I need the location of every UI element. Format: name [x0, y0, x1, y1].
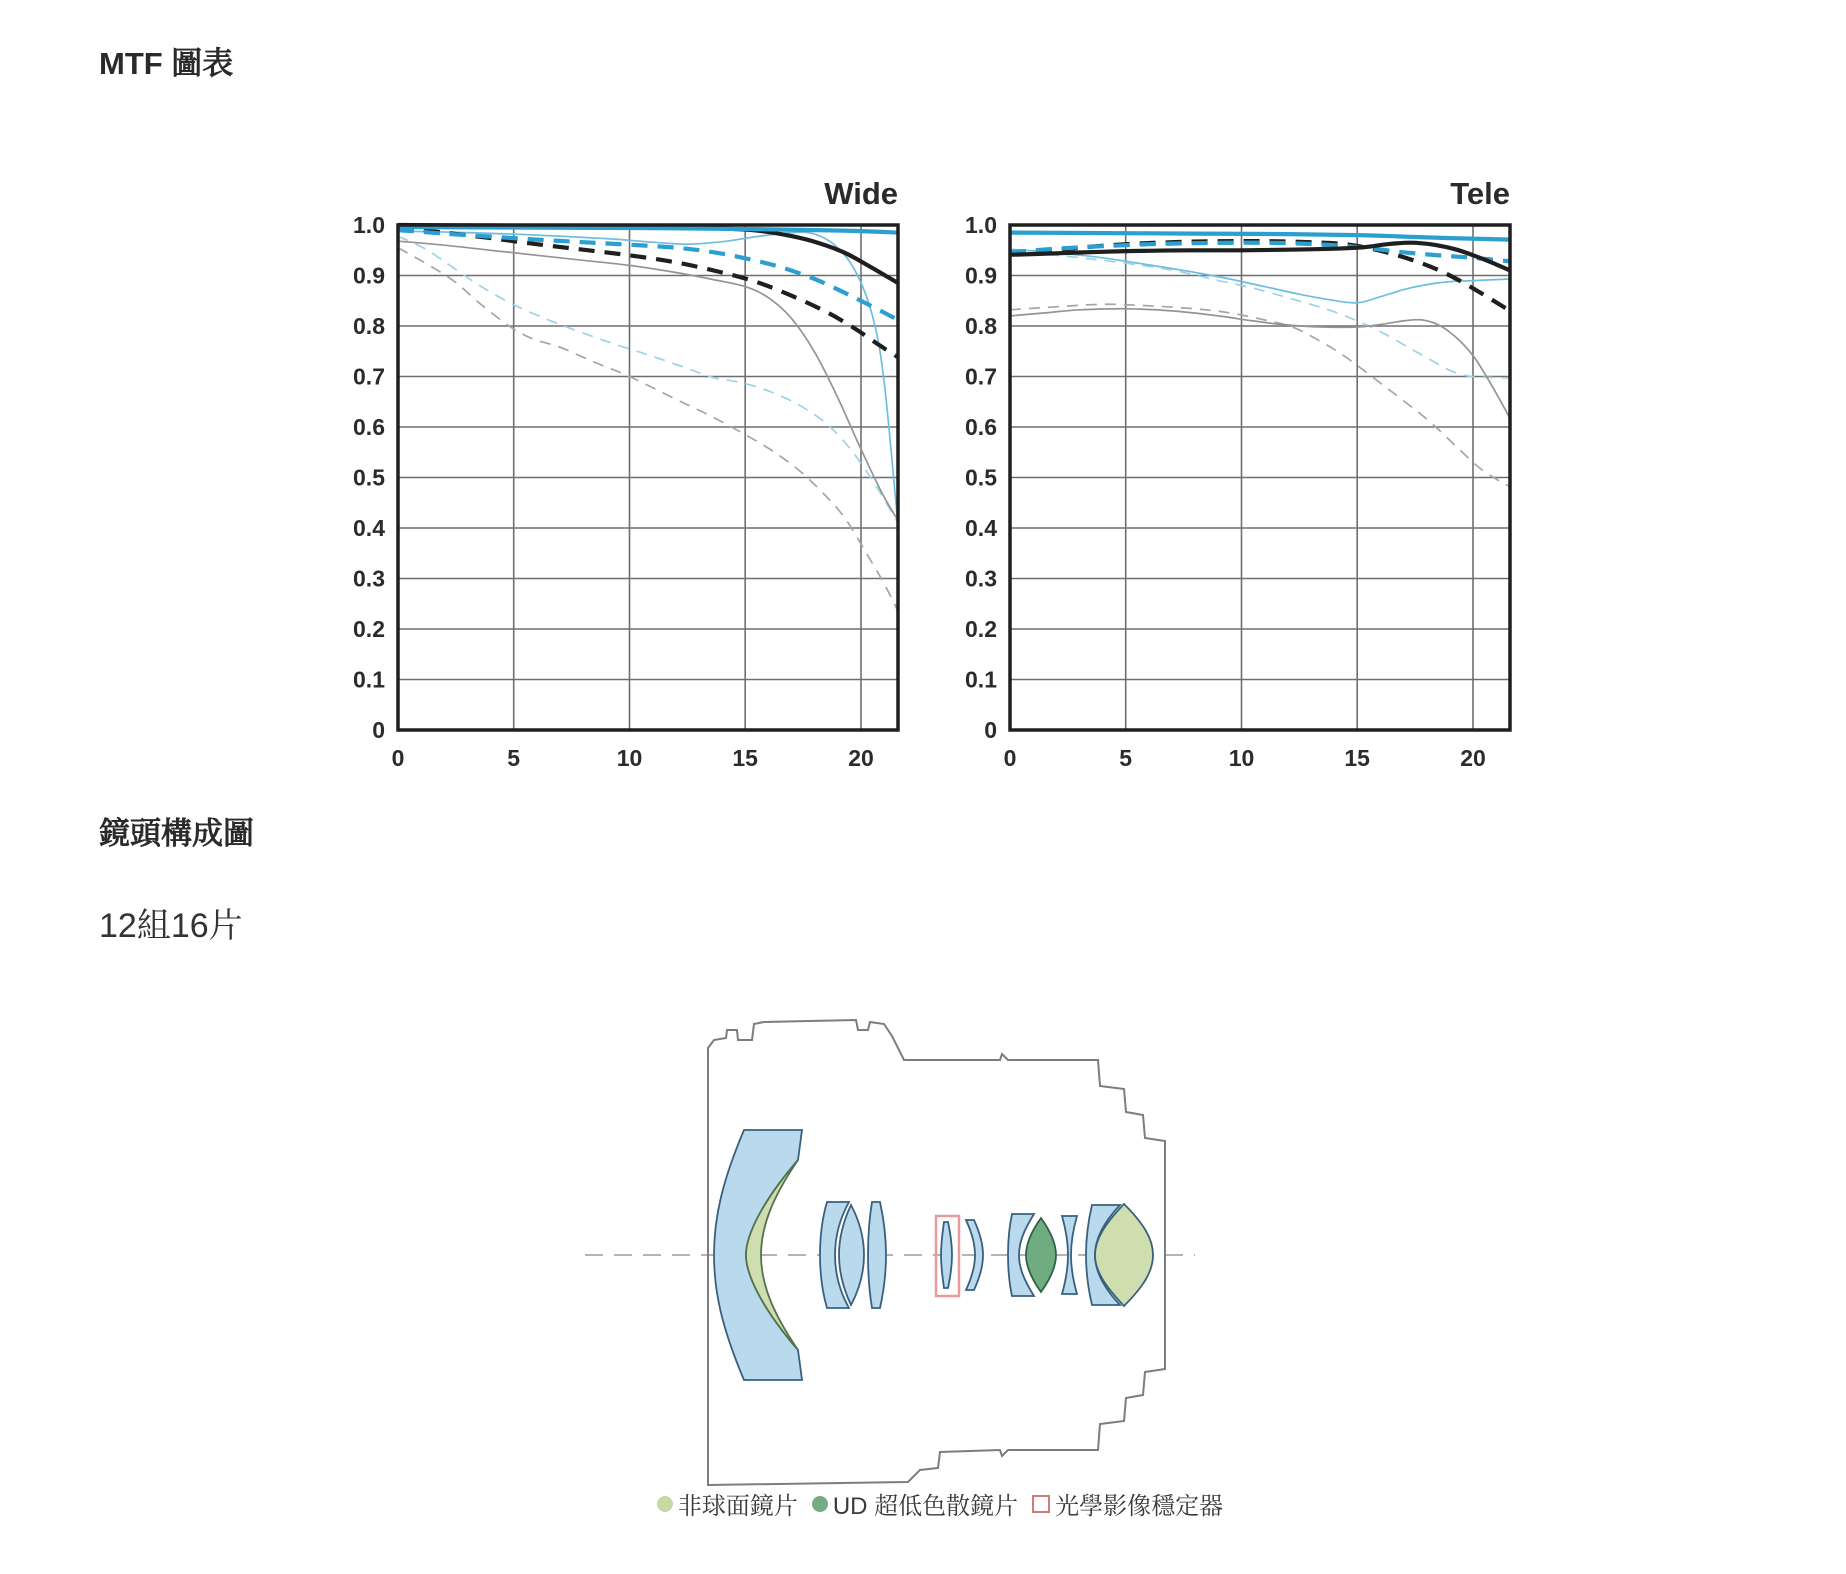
y-tick-label: 1.0 — [965, 212, 997, 238]
x-tick-label: 15 — [1344, 745, 1370, 771]
y-tick-label: 0.5 — [965, 464, 997, 491]
mtf-chart-wide — [283, 142, 923, 802]
y-tick-label: 1.0 — [353, 212, 385, 238]
y-tick-label: 0.6 — [353, 414, 385, 440]
y-tick-label: 0 — [372, 717, 385, 743]
x-tick-label: 10 — [1228, 745, 1255, 771]
y-tick-label: 0.4 — [965, 515, 997, 541]
y-tick-label: 0.2 — [353, 616, 385, 642]
lens-element-3 — [839, 1205, 864, 1305]
mtf-curve-30lpmm-M-f8 — [398, 248, 898, 612]
y-tick-label: 0.3 — [353, 565, 385, 592]
element-count-note: 12組16片 — [99, 907, 243, 945]
y-tick-label: 0.1 — [965, 666, 997, 693]
lens-element-4 — [868, 1202, 886, 1308]
is-lens-element — [941, 1222, 952, 1288]
y-tick-label: 0.4 — [353, 515, 385, 541]
y-tick-label: 0.7 — [353, 363, 385, 390]
lens-legend — [560, 1486, 1320, 1521]
mtf-curve-10lpmm-S-max — [1010, 233, 1510, 240]
y-tick-label: 0.2 — [965, 616, 997, 642]
y-tick-label: 0.9 — [353, 262, 385, 289]
x-tick-label: 0 — [1003, 745, 1017, 771]
x-tick-label: 10 — [616, 745, 643, 771]
mtf-curve-30lpmm-M-max — [398, 236, 898, 523]
chart-title: Wide — [824, 176, 898, 211]
mtf-section-title: MTF 圖表 — [99, 46, 234, 81]
x-tick-label: 5 — [1119, 745, 1133, 771]
y-tick-label: 0.3 — [965, 565, 997, 592]
x-tick-label: 5 — [507, 745, 521, 771]
legend-label: UD 超低色散鏡片 — [832, 1493, 1019, 1520]
y-tick-label: 0.6 — [965, 414, 997, 440]
y-tick-label: 0 — [984, 717, 997, 743]
mtf-curve-30lpmm-M-f8 — [1010, 304, 1510, 486]
mtf-curve-10lpmm-S-f8 — [398, 225, 898, 283]
mtf-curve-10lpmm-S-max — [398, 227, 898, 233]
x-tick-label: 20 — [848, 745, 874, 771]
x-tick-label: 15 — [732, 745, 758, 771]
mtf-curve-30lpmm-M-max — [1010, 253, 1510, 378]
chart-title: Tele — [1450, 176, 1510, 211]
y-tick-label: 0.7 — [965, 363, 997, 390]
legend-item-ud — [812, 1486, 1018, 1521]
mtf-curve-10lpmm-M-f8 — [398, 228, 898, 358]
y-tick-label: 0.8 — [965, 313, 997, 339]
x-tick-label: 20 — [1460, 745, 1486, 771]
x-tick-label: 0 — [391, 745, 405, 771]
y-tick-label: 0.1 — [353, 666, 385, 693]
lens-construction-diagram — [540, 1012, 1220, 1490]
y-tick-label: 0.9 — [965, 262, 997, 289]
y-tick-label: 0.5 — [353, 464, 385, 491]
ud-swatch-icon — [812, 1496, 828, 1512]
is-swatch-icon — [1032, 1495, 1050, 1513]
y-tick-label: 0.8 — [353, 313, 385, 339]
legend-item-is — [1032, 1486, 1223, 1521]
ud-element — [1026, 1218, 1056, 1292]
legend-label: 非球面鏡片 — [677, 1493, 798, 1520]
aspherical-swatch-icon — [657, 1496, 673, 1512]
mtf-chart-tele — [895, 142, 1535, 802]
construction-section-title: 鏡頭構成圖 — [99, 816, 254, 851]
legend-item-aspherical — [657, 1486, 798, 1521]
legend-label: 光學影像穩定器 — [1055, 1493, 1224, 1520]
